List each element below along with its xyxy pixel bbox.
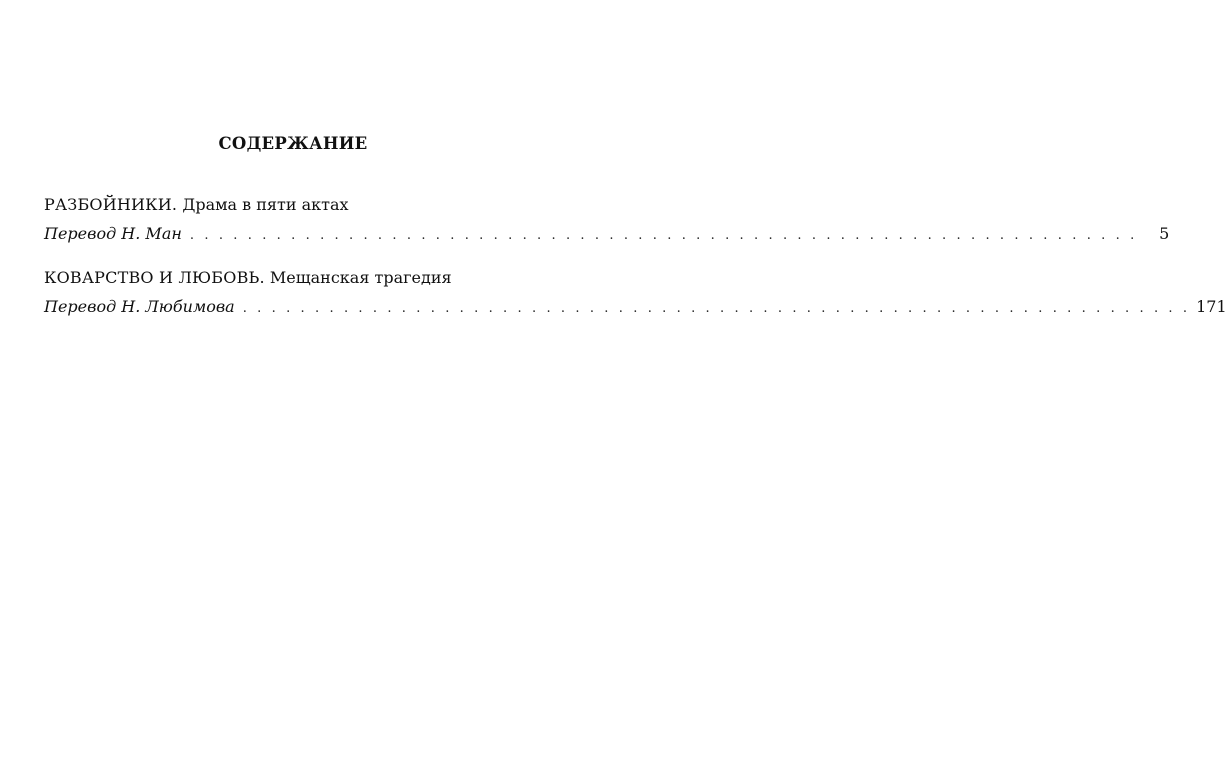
page-number: 5 xyxy=(1159,224,1170,243)
translator-line xyxy=(44,295,1227,321)
dot-leader: . . . . . . . . . . . . . . . . . . . . . . . . . . . . . . . . . . . . . . . . . . . . . . . . . . . . . . . . . . . . . . . . . . xyxy=(242,301,1191,316)
work-line xyxy=(44,266,542,290)
page-number: 171 xyxy=(1196,297,1227,316)
translator-line xyxy=(44,222,1170,248)
toc-entry xyxy=(44,266,1227,321)
toc-heading: СОДЕРЖАНИЕ xyxy=(218,134,368,153)
work-genre: Мещанская трагедия xyxy=(269,268,452,287)
translator-credit: Перевод Н. Любимова xyxy=(44,297,235,316)
work-title: КОВАРСТВО И ЛЮБОВЬ. xyxy=(44,268,265,287)
work-title: РАЗБОЙНИКИ. xyxy=(44,195,178,214)
dot-leader: . . . . . . . . . . . . . . . . . . . . . . . . . . . . . . . . . . . . . . . . . . . . . . . . . . . . . . . . . . . . . . . . . . xyxy=(189,228,1138,243)
work-genre: Драма в пяти актах xyxy=(182,195,349,214)
toc-entry xyxy=(44,193,1170,248)
translator-credit: Перевод Н. Ман xyxy=(44,224,182,243)
work-line xyxy=(44,193,542,217)
